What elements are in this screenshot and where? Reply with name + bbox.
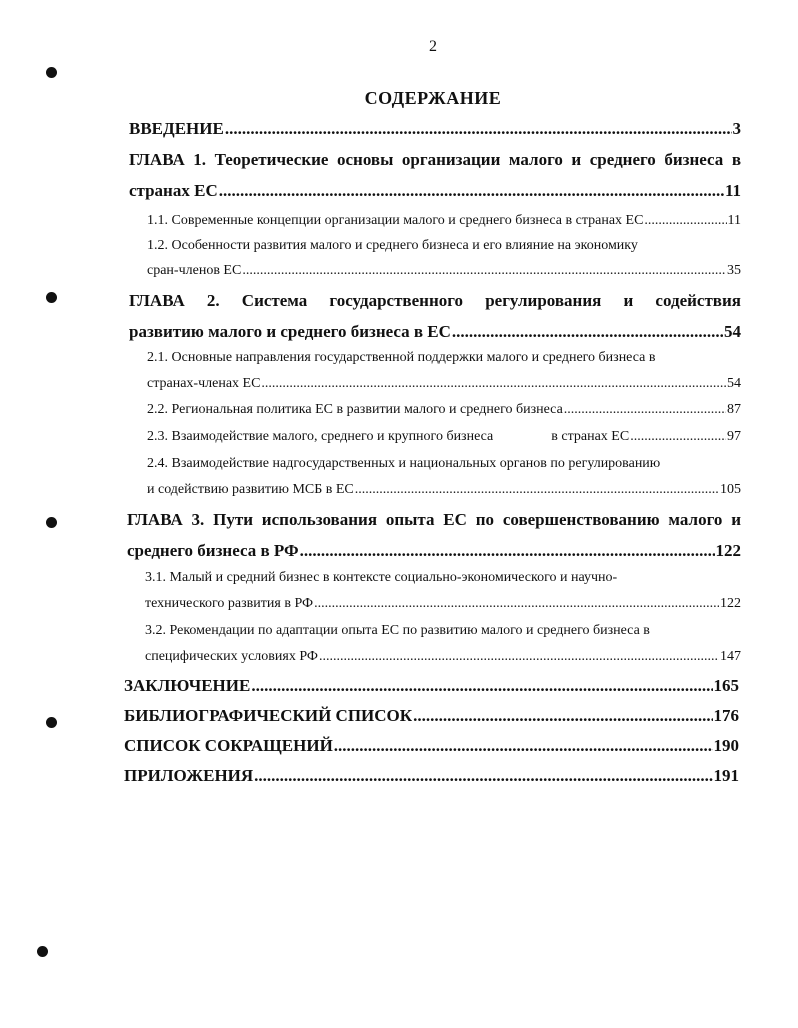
binder-hole — [46, 292, 57, 303]
toc-entry-2-2[interactable]: 2.2. Региональная политика ЕС в развитии малого и среднего бизнеса ..... 87 — [147, 402, 741, 418]
page-title: СОДЕРЖАНИЕ — [364, 88, 502, 108]
toc-entry-3-2-cont[interactable]: специфических условиях РФ ..... 147 — [145, 649, 741, 665]
toc-entry-chapter-2[interactable]: ГЛАВА 2. Система государственного регулирования и содействия — [129, 291, 741, 310]
toc-entry-2-4[interactable]: 2.4. Взаимодействие надгосударственных и национальных органов по регулированию — [147, 456, 661, 471]
binder-hole — [37, 946, 48, 957]
toc-entry-2-1[interactable]: 2.1. Основные направления государственной поддержки малого и среднего бизнеса в — [147, 350, 656, 365]
page-number: 2 — [429, 38, 437, 55]
toc-entry-2-4-cont[interactable]: и содействию развитию МСБ в ЕС ..... 105 — [147, 482, 741, 498]
toc-entry-2-1-cont[interactable]: странах-членах ЕС ..... 54 — [147, 376, 741, 392]
toc-entry-appendices[interactable]: ПРИЛОЖЕНИЯ ..... 191 — [124, 766, 739, 786]
toc-entry-abbreviations[interactable]: СПИСОК СОКРАЩЕНИЙ ..... 190 — [124, 736, 739, 756]
toc-entry-chapter-1[interactable]: ГЛАВА 1. Теоретические основы организации малого и среднего бизнеса в — [129, 150, 741, 169]
binder-hole — [46, 717, 57, 728]
toc-entry-3-1[interactable]: 3.1. Малый и средний бизнес в контексте социально-экономического и научно- — [145, 570, 618, 585]
toc-entry-1-1[interactable]: 1.1. Современные концепции организации малого и среднего бизнеса в странах ЕС ..... 11 — [147, 213, 741, 229]
binder-hole — [46, 67, 57, 78]
toc-entry-chapter-3-cont[interactable]: среднего бизнеса в РФ ..... 122 — [127, 541, 741, 561]
toc-entry-bibliography[interactable]: БИБЛИОГРАФИЧЕСКИЙ СПИСОК ..... 176 — [124, 706, 739, 726]
toc-entry-intro[interactable]: ВВЕДЕНИЕ ..... 3 — [129, 119, 741, 139]
toc-entry-conclusion[interactable]: ЗАКЛЮЧЕНИЕ ..... 165 — [124, 676, 739, 696]
toc-entry-3-2[interactable]: 3.2. Рекомендации по адаптации опыта ЕС по развитию малого и среднего бизнеса в — [145, 623, 650, 638]
binder-hole — [46, 517, 57, 528]
toc-entry-chapter-1-cont[interactable]: странах ЕС ..... 11 — [129, 181, 741, 201]
toc-entry-chapter-2-cont[interactable]: развитию малого и среднего бизнеса в ЕС ..... 54 — [129, 322, 741, 342]
toc-entry-chapter-3[interactable]: ГЛАВА 3. Пути использования опыта ЕС по совершенствованию малого и — [127, 510, 741, 529]
toc-entry-1-2-cont[interactable]: сран-членов ЕС ..... 35 — [147, 263, 741, 279]
toc-entry-3-1-cont[interactable]: технического развития в РФ ..... 122 — [145, 596, 741, 612]
toc-entry-2-3[interactable]: 2.3. Взаимодействие малого, среднего и крупного бизнеса в странах ЕС ..... 97 — [147, 429, 741, 445]
toc-entry-1-2[interactable]: 1.2. Особенности развития малого и среднего бизнеса и его влияние на экономику — [147, 238, 638, 253]
